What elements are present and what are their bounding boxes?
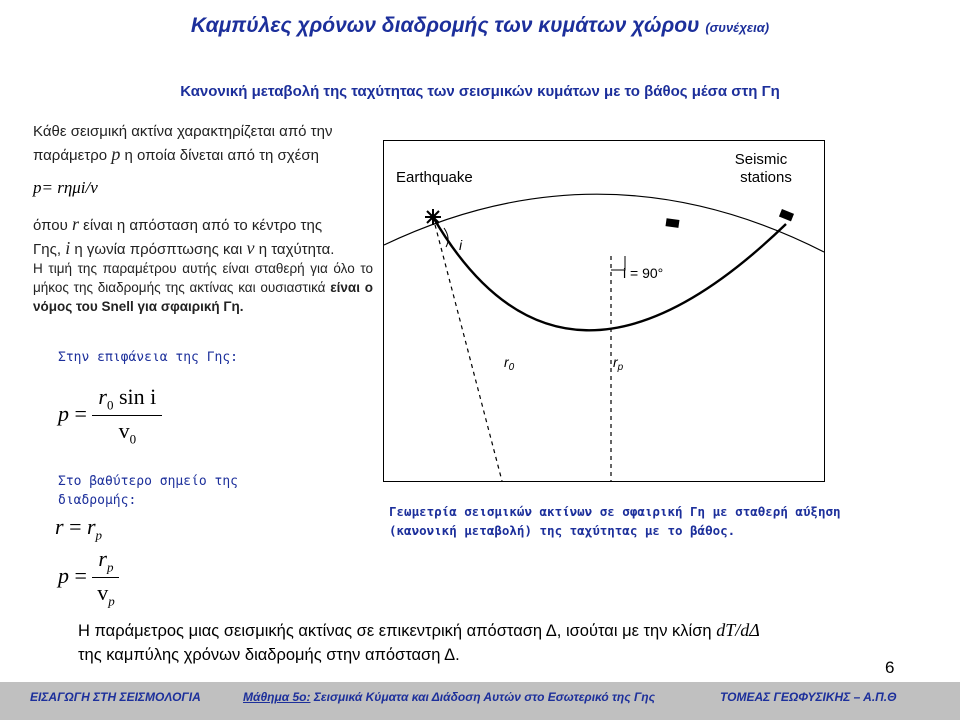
fraction-numerator bbox=[92, 384, 162, 416]
den-v: v bbox=[118, 418, 130, 444]
caption-line-2: (κανονική μεταβολή) της ταχύτητας με το βάθος. bbox=[389, 523, 736, 538]
eq2-lhs: p bbox=[58, 562, 69, 588]
snell-plain-text: Η τιμή της παραμέτρου αυτής είναι σταθερή για όλο το μήκος της διαδρομής της ακτίνας και ουσιαστικά bbox=[33, 261, 373, 295]
num-r: r bbox=[98, 384, 107, 409]
title-suffix: (συνέχεια) bbox=[705, 20, 770, 35]
deepest-fraction bbox=[92, 546, 119, 610]
intro-line-1: Κάθε σεισμική ακτίνα χαρακτηρίζεται από την bbox=[33, 123, 333, 140]
ray-geometry-diagram bbox=[383, 140, 825, 482]
bottom-statement bbox=[78, 618, 878, 667]
eq1-sign: = bbox=[69, 514, 82, 539]
eq2-den-sub: p bbox=[108, 593, 115, 609]
snell-paragraph bbox=[33, 259, 373, 316]
where-text: όπου bbox=[33, 217, 68, 234]
title-text: Καμπύλες χρόνων διαδρομής των κυμάτων χώρου bbox=[190, 14, 700, 37]
page-subtitle: Κανονική μεταβολή της ταχύτητας των σεισμικών κυμάτων με το βάθος μέσα στη Γη bbox=[180, 83, 780, 100]
bottom-line-2: της καμπύλης χρόνων διαδρομής στην απόσταση Δ. bbox=[78, 646, 460, 664]
surface-label: Στην επιφάνεια της Γης: bbox=[58, 350, 239, 365]
r0-label: $r_0$ bbox=[504, 354, 515, 373]
footer-lesson-title: Σεισμικά Κύματα και Διάδοση Αυτών στο Εσωτερικό της Γης bbox=[313, 690, 656, 704]
eq2-sign: = bbox=[74, 562, 87, 588]
definition-line-1 bbox=[33, 213, 378, 237]
var-p: p bbox=[111, 144, 121, 164]
eq-lhs: p bbox=[58, 400, 69, 426]
stations-label-2: stations bbox=[740, 169, 792, 186]
den-sub: 0 bbox=[129, 431, 137, 447]
where-text-2: είναι η απόσταση από το κέντρο της bbox=[83, 217, 323, 234]
definition-line-2 bbox=[33, 237, 378, 261]
eq1-lhs: r bbox=[55, 514, 64, 539]
eq2-den: v bbox=[97, 580, 109, 606]
deepest-denominator bbox=[97, 578, 115, 609]
var-i: i bbox=[65, 238, 71, 258]
intro-text-2: η οποία δίνεται από τη σχέση bbox=[124, 147, 319, 164]
definition-block bbox=[33, 213, 378, 261]
where-text-5: η ταχύτητα. bbox=[258, 241, 335, 258]
deepest-label-line-2: διαδρομής: bbox=[58, 493, 137, 508]
bottom-text: Η παράμετρος μιας σεισμικής ακτίνας σε επικεντρική απόσταση Δ, ισούται με την κλίση bbox=[78, 622, 712, 640]
deepest-equation-2 bbox=[58, 546, 119, 610]
surface-equation bbox=[58, 384, 162, 448]
var-r: r bbox=[71, 214, 79, 234]
formula-p: p= rημi/v bbox=[33, 178, 98, 197]
eq2-num-sub: p bbox=[106, 559, 114, 575]
angle-i-label: i bbox=[459, 237, 463, 253]
footer-lesson bbox=[243, 690, 655, 704]
earthquake-label: Earthquake bbox=[396, 169, 473, 186]
eq-sign: = bbox=[74, 400, 87, 426]
diagram-caption bbox=[389, 502, 841, 540]
num-sub: 0 bbox=[106, 397, 114, 413]
intro-line-2 bbox=[33, 143, 378, 167]
where-text-3: Γης, bbox=[33, 241, 62, 258]
fraction-denominator bbox=[119, 416, 137, 447]
surface-fraction bbox=[92, 384, 162, 448]
caption-line-1: Γεωμετρία σεισμικών ακτίνων σε σφαιρική Γη με σταθερή αύξηση bbox=[389, 504, 841, 519]
intro-text: παράμετρο bbox=[33, 147, 108, 164]
footer-course: ΕΙΣΑΓΩΓΗ ΣΤΗ ΣΕΙΣΜΟΛΟΓΙΑ bbox=[30, 690, 201, 704]
eq1-sub: p bbox=[95, 527, 103, 543]
stations-label-1: Seismic bbox=[734, 151, 788, 168]
angle-90-label: i = 90° bbox=[623, 265, 664, 281]
rp-label: $r_p$ bbox=[613, 354, 624, 373]
snell-bold-text: είναι ο νόμος του Snell για σφαιρική Γη. bbox=[33, 280, 373, 314]
deepest-equation-1 bbox=[55, 514, 102, 543]
page-title bbox=[0, 14, 960, 38]
ray-parameter-intro bbox=[33, 120, 378, 167]
footer-department: ΤΟΜΕΑΣ ΓΕΩΦΥΣΙΚΗΣ – Α.Π.Θ bbox=[720, 690, 897, 704]
deepest-label bbox=[58, 472, 238, 510]
diagram-frame bbox=[384, 141, 825, 482]
deepest-label-line-1: Στο βαθύτερο σημείο της bbox=[58, 474, 239, 489]
earthquake-star-icon bbox=[425, 209, 441, 225]
eq2-num: r bbox=[98, 546, 107, 571]
where-text-4: η γωνία πρόσπτωσης και bbox=[74, 241, 243, 258]
footer-lesson-number: Μάθημα 5ο: bbox=[243, 690, 311, 704]
slope-expression: dT/dΔ bbox=[716, 620, 760, 640]
eq1-r: r bbox=[86, 514, 96, 539]
var-v: v bbox=[246, 238, 255, 258]
page-number: 6 bbox=[885, 658, 895, 677]
num-rest: sin i bbox=[118, 384, 157, 409]
deepest-numerator bbox=[92, 546, 119, 578]
bottom-line-1 bbox=[78, 618, 878, 643]
